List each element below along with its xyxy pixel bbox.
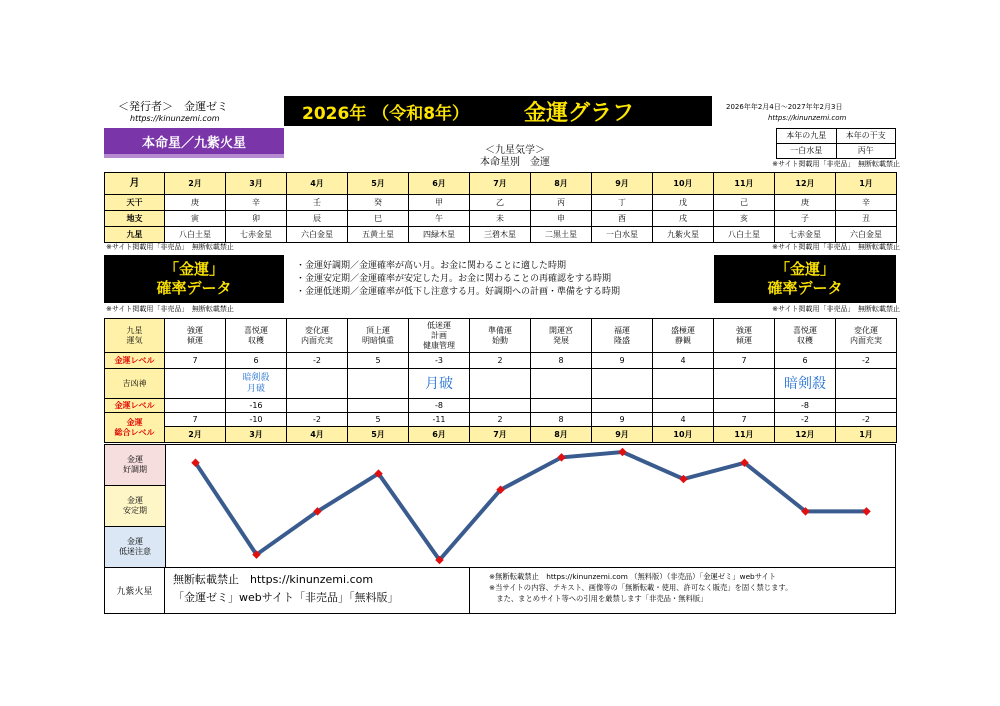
chishi-cell: 戌 [653, 211, 714, 227]
chishi-cell: 丑 [836, 211, 897, 227]
total-label-1: 金運 [126, 417, 143, 427]
month-label: 月 [105, 173, 165, 195]
month-cell-bottom: 9月 [592, 427, 653, 443]
total-cell: 2 [470, 413, 531, 427]
month-cell: 6月 [409, 173, 470, 195]
month-cell: 10月 [653, 173, 714, 195]
footer-left [173, 571, 473, 607]
total-cell: -10 [226, 413, 287, 427]
kyusei-cell: 八白土星 [714, 227, 775, 243]
unki-text: 収穫 [248, 335, 264, 345]
zone-text: 低迷注意 [119, 547, 151, 556]
tenkan-cell: 乙 [470, 195, 531, 211]
zone-text: 金運 [127, 455, 143, 464]
level-cell: 6 [226, 353, 287, 369]
chishi-label: 地支 [105, 211, 165, 227]
level-cell: -2 [836, 353, 897, 369]
kikkyo-label: 吉凶神 [105, 369, 165, 399]
kyusei-cell: 九紫火星 [653, 227, 714, 243]
prob-left-line2: 確率データ [156, 279, 232, 297]
prob-right-line1: 「金運」 [774, 260, 835, 278]
unki-label-2: 運気 [126, 335, 143, 345]
unki-text: 計画 [431, 330, 447, 340]
kikkyo-cell [836, 369, 897, 399]
honmei-star: 本命星／九紫火星 [104, 128, 284, 158]
unki-text: 隆盛 [614, 335, 630, 345]
unki-text: 喜悦運 [244, 325, 268, 335]
level2-cell [714, 399, 775, 413]
publisher: ＜発行者＞ 金運ゼミ [118, 100, 228, 113]
month-cell-bottom: 1月 [836, 427, 897, 443]
chishi-cell: 酉 [592, 211, 653, 227]
unki-cell [226, 319, 287, 353]
total-cell: 7 [714, 413, 775, 427]
monthly-table [104, 172, 897, 243]
zone-text: 好調期 [123, 465, 147, 474]
tenkan-cell: 癸 [348, 195, 409, 211]
level2-cell: -16 [226, 399, 287, 413]
level2-cell [470, 399, 531, 413]
kikkyo-cell [531, 369, 592, 399]
total-label [105, 413, 165, 443]
zone-text: 金運 [127, 496, 143, 505]
footer-right [489, 571, 894, 604]
tenkan-cell: 庚 [165, 195, 226, 211]
level-cell: 6 [775, 353, 836, 369]
unki-text: 静観 [675, 335, 691, 345]
level-cell: 7 [714, 353, 775, 369]
year-eto-value: 丙午 [836, 144, 896, 159]
title-bar [284, 96, 712, 126]
month-cell: 4月 [287, 173, 348, 195]
kikkyo-cell [653, 369, 714, 399]
level-cell: 8 [531, 353, 592, 369]
tenkan-cell: 庚 [775, 195, 836, 211]
unki-text: 収穫 [797, 335, 813, 345]
level-cell: -3 [409, 353, 470, 369]
month-cell: 2月 [165, 173, 226, 195]
kikkyo-cell: 暗剣殺 [775, 369, 836, 399]
footer-left-1: 無断転載禁止 https://kinunzemi.com [173, 573, 374, 586]
month-cell-bottom: 6月 [409, 427, 470, 443]
month-cell: 9月 [592, 173, 653, 195]
unki-text: 変化運 [305, 325, 329, 335]
notice-top-right: ※サイト掲載用「非売品」 無断転載禁止 [772, 160, 900, 168]
month-cell: 1月 [836, 173, 897, 195]
center-title-line2: 本命星別 金運 [480, 157, 550, 168]
kinun-line-chart [165, 444, 896, 568]
month-cell-bottom: 4月 [287, 427, 348, 443]
level2-cell [653, 399, 714, 413]
zone-0 [105, 445, 165, 486]
unki-text: 開運宮 [549, 325, 573, 335]
total-cell: 7 [165, 413, 226, 427]
chishi-cell: 未 [470, 211, 531, 227]
total-cell: -2 [836, 413, 897, 427]
tenkan-cell: 辛 [836, 195, 897, 211]
unki-text: 内面充実 [850, 335, 882, 345]
chishi-cell: 寅 [165, 211, 226, 227]
month-cell: 5月 [348, 173, 409, 195]
total-cell: 4 [653, 413, 714, 427]
publisher-url[interactable]: https://kinunzemi.com [130, 114, 220, 123]
chishi-cell: 巳 [348, 211, 409, 227]
unki-cell [409, 319, 470, 353]
notice-left-2: ※サイト掲載用「非売品」 無断転載禁止 [106, 305, 234, 313]
level2-cell [836, 399, 897, 413]
center-title [440, 145, 590, 169]
unki-text: 準備運 [488, 325, 512, 335]
total-cell: -2 [775, 413, 836, 427]
unki-text: 変化運 [854, 325, 878, 335]
unki-table [104, 318, 897, 443]
unki-text: 健康管理 [423, 340, 455, 350]
zone-text: 安定期 [123, 506, 147, 515]
kikkyo-cell: 暗剣殺 月破 [226, 369, 287, 399]
unki-cell [531, 319, 592, 353]
footer-left-2: 「金運ゼミ」webサイト「非売品」「無料版」 [173, 591, 399, 604]
legend-stable: ・金運安定期／金運確率が安定した月。お金に関わることの再確認をする時期 [296, 274, 612, 284]
year-star-value: 一白水星 [777, 144, 837, 159]
kyusei-cell: 七赤金星 [226, 227, 287, 243]
data-point [862, 507, 870, 515]
total-label-2: 総合レベル [114, 427, 155, 437]
unki-text: 強運 [187, 325, 203, 335]
prob-right-line2: 確率データ [767, 279, 843, 297]
level2-label: 金運レベル [105, 399, 165, 413]
chishi-cell: 辰 [287, 211, 348, 227]
kyusei-cell: 四緑木星 [409, 227, 470, 243]
month-cell: 12月 [775, 173, 836, 195]
unki-text: 頂上運 [366, 325, 390, 335]
graph-title: 金運グラフ [523, 100, 634, 126]
month-cell-bottom: 12月 [775, 427, 836, 443]
kyusei-cell: 一白水星 [592, 227, 653, 243]
level2-cell [592, 399, 653, 413]
total-cell: 8 [531, 413, 592, 427]
unki-text: 始動 [492, 335, 508, 345]
kikkyo-cell [165, 369, 226, 399]
legend-good: ・金運好調期／金運確率が高い月。お金に関わることに適した時期 [296, 261, 567, 271]
year-info-table [776, 128, 896, 159]
level-cell: 9 [592, 353, 653, 369]
level-cell: 7 [165, 353, 226, 369]
tenkan-cell: 壬 [287, 195, 348, 211]
month-cell-bottom: 11月 [714, 427, 775, 443]
unki-cell [775, 319, 836, 353]
unki-text: 低迷運 [427, 320, 451, 330]
chishi-cell: 午 [409, 211, 470, 227]
footer-right-1: ※無断転載禁止 https://kinunzemi.com （無料版）（非売品）「金運ゼミ」webサイト [489, 572, 777, 581]
footer-right-2: ※当サイトの内容、テキスト、画像等の「無断転載・使用、許可なく販売」を固く禁じます。 [489, 583, 793, 592]
month-cell: 8月 [531, 173, 592, 195]
kyusei-cell: 六白金星 [836, 227, 897, 243]
month-cell: 3月 [226, 173, 287, 195]
zone-2 [105, 527, 165, 567]
chishi-cell: 亥 [714, 211, 775, 227]
chishi-cell: 子 [775, 211, 836, 227]
tenkan-cell: 辛 [226, 195, 287, 211]
legend [296, 260, 716, 299]
chishi-cell: 卯 [226, 211, 287, 227]
kyusei-cell: 七赤金星 [775, 227, 836, 243]
level2-cell: -8 [409, 399, 470, 413]
kikkyo-cell: 月破 [409, 369, 470, 399]
zone-labels [105, 445, 166, 567]
unki-text: 福運 [614, 325, 630, 335]
unki-text: 傾運 [187, 335, 203, 345]
unki-cell [592, 319, 653, 353]
month-cell-bottom: 5月 [348, 427, 409, 443]
total-cell: -2 [287, 413, 348, 427]
notice-left-1: ※サイト掲載用「非売品」 無断転載禁止 [106, 243, 234, 251]
kyusei-cell: 八白土星 [165, 227, 226, 243]
unki-text: 傾運 [736, 335, 752, 345]
unki-text: 喜悦運 [793, 325, 817, 335]
year-eto-header: 本年の干支 [836, 129, 896, 144]
footer-right-3: また、まとめサイト等への引用を厳禁します「非売品・無料版」 [489, 594, 708, 603]
kikkyo-cell [714, 369, 775, 399]
footer-star: 九紫火星 [105, 568, 165, 613]
unki-cell [714, 319, 775, 353]
kikkyo-cell [592, 369, 653, 399]
month-cell-bottom: 10月 [653, 427, 714, 443]
center-title-line1: ＜九星気学＞ [485, 145, 545, 156]
total-cell: 5 [348, 413, 409, 427]
unki-text: 強運 [736, 325, 752, 335]
level2-cell [165, 399, 226, 413]
notice-right-1: ※サイト掲載用「非売品」 無断転載禁止 [772, 243, 900, 251]
level2-cell: -8 [775, 399, 836, 413]
month-cell-bottom: 8月 [531, 427, 592, 443]
level2-cell [287, 399, 348, 413]
level-cell: -2 [287, 353, 348, 369]
zone-text: 金運 [127, 537, 143, 546]
tenkan-cell: 丁 [592, 195, 653, 211]
unki-cell [836, 319, 897, 353]
level2-cell [531, 399, 592, 413]
kyusei-cell: 三碧木星 [470, 227, 531, 243]
year-star-header: 本年の九星 [777, 129, 837, 144]
tenkan-cell: 丙 [531, 195, 592, 211]
month-cell: 11月 [714, 173, 775, 195]
level-cell: 4 [653, 353, 714, 369]
tenkan-cell: 己 [714, 195, 775, 211]
footer [104, 568, 896, 614]
chishi-cell: 申 [531, 211, 592, 227]
zone-1 [105, 486, 165, 527]
unki-cell [470, 319, 531, 353]
tenkan-cell: 甲 [409, 195, 470, 211]
unki-cell [165, 319, 226, 353]
footer-divider [469, 568, 470, 613]
kyusei-label: 九星 [105, 227, 165, 243]
year-title: 2026年 （令和8年） [302, 103, 470, 124]
unki-text: 内面充実 [301, 335, 333, 345]
tenkan-cell: 戊 [653, 195, 714, 211]
kikkyo-cell [348, 369, 409, 399]
kyusei-cell: 六白金星 [287, 227, 348, 243]
unki-text: 盛極運 [671, 325, 695, 335]
month-cell: 7月 [470, 173, 531, 195]
total-cell: -11 [409, 413, 470, 427]
unki-text: 明暗慎重 [362, 335, 394, 345]
kyusei-cell: 五黄土星 [348, 227, 409, 243]
prob-left-line1: 「金運」 [163, 260, 224, 278]
month-cell-bottom: 7月 [470, 427, 531, 443]
total-cell: 9 [592, 413, 653, 427]
unki-cell [653, 319, 714, 353]
kikkyo-cell [470, 369, 531, 399]
level-cell: 5 [348, 353, 409, 369]
notice-right-2: ※サイト掲載用「非売品」 無断転載禁止 [772, 305, 900, 313]
legend-low: ・金運低迷期／金運確率が低下し注意する月。好調期への計画・準備をする時期 [296, 287, 621, 297]
prob-box-right [714, 255, 896, 303]
level2-cell [348, 399, 409, 413]
unki-cell [348, 319, 409, 353]
unki-cell [287, 319, 348, 353]
prob-box-left [104, 255, 284, 303]
unki-text: 発展 [553, 335, 569, 345]
unki-label [105, 319, 165, 353]
series-line [196, 452, 867, 560]
kikkyo-cell [287, 369, 348, 399]
level-cell: 2 [470, 353, 531, 369]
date-range: 2026年年2月4日～2027年年2月3日 [726, 103, 843, 111]
unki-label-1: 九星 [126, 325, 143, 335]
date-url[interactable]: https://kinunzemi.com [768, 114, 847, 122]
level-label: 金運レベル [105, 353, 165, 369]
month-cell-bottom: 3月 [226, 427, 287, 443]
tenkan-label: 天干 [105, 195, 165, 211]
kyusei-cell: 二黒土星 [531, 227, 592, 243]
month-cell-bottom: 2月 [165, 427, 226, 443]
